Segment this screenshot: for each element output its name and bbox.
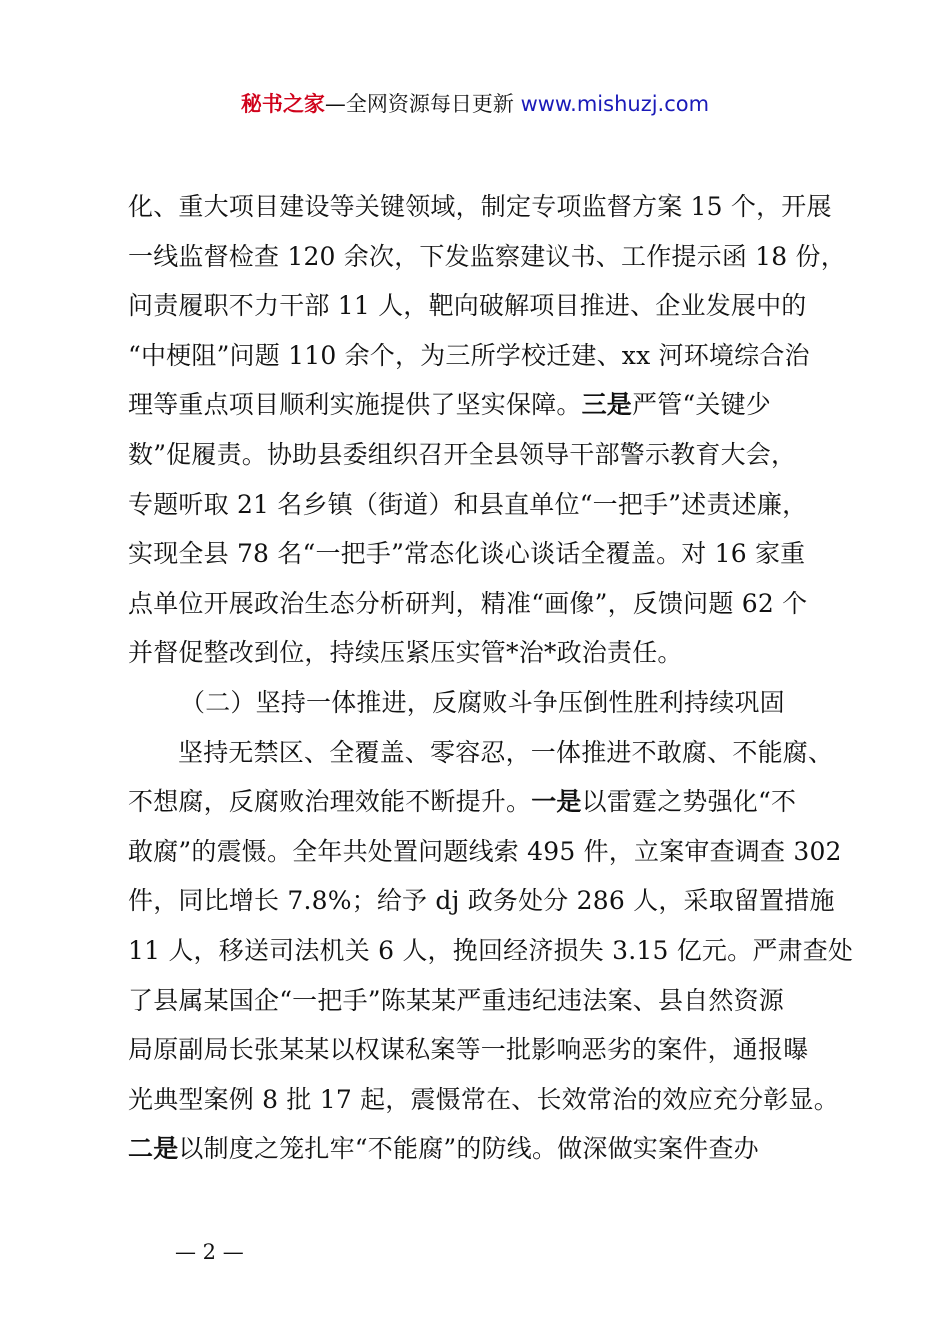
page-number: — 2 — (175, 1240, 244, 1264)
body-line: 一线监督检查 120 余次，下发监察建议书、工作提示函 18 份， (128, 241, 846, 271)
body-line: 光典型案例 8 批 17 起，震慑常在、长效常治的效应充分彰显。 (128, 1084, 839, 1114)
body-line (128, 380, 838, 430)
page-header (0, 88, 950, 120)
body-text-span: 严管“关键少 (632, 390, 771, 420)
body-text-span: 以制度之笼扎牢“不能腐”的防线。做深做实案件查办 (178, 1134, 759, 1164)
body-line: 点单位开展政治生态分析研判，精准“画像”，反馈问题 62 个 (128, 588, 808, 618)
body-line: 敢腐”的震慑。全年共处置问题线索 495 件，立案审查调查 302 (128, 836, 842, 866)
body-line (128, 777, 838, 827)
bold-marker-three: 三是 (581, 390, 633, 420)
body-line: 11 人，移送司法机关 6 人，挽回经济损失 3.15 亿元。严肃查处 (128, 935, 854, 965)
body-line: 件，同比增长 7.8%；给予 dj 政务处分 286 人，采取留置措施 (128, 886, 835, 916)
bold-marker-one: 一是 (531, 787, 582, 817)
brand-name: 秘书之家 (240, 92, 325, 116)
header-tagline: —全网资源每日更新 (324, 92, 514, 116)
body-text-span: 以雷霆之势强化“不 (581, 787, 797, 817)
body-text-span: 理等重点项目顺利实施提供了坚实保障。 (128, 390, 582, 420)
bold-marker-two: 二是 (128, 1134, 179, 1164)
body-line: 了县属某国企“一把手”陈某某严重违纪违法案、县自然资源 (128, 985, 784, 1015)
body-line: 数”促履责。协助县委组织召开全县领导干部警示教育大会， (128, 439, 797, 469)
body-line: 坚持无禁区、全覆盖、零容忍，一体推进不敢腐、不能腐、 (178, 737, 834, 767)
body-line: “中梗阻”问题 110 余个，为三所学校迁建、xx 河环境综合治 (128, 340, 810, 370)
body-line: 实现全县 78 名“一把手”常态化谈心谈话全覆盖。对 16 家重 (128, 539, 806, 569)
site-url-link[interactable]: www.mishuzj.com (520, 92, 710, 116)
body-line: 局原副局长张某某以权谋私案等一批影响恶劣的案件，通报曝 (128, 1035, 809, 1065)
body-line (128, 1124, 838, 1174)
document-body (128, 182, 854, 1174)
body-line: 化、重大项目建设等关键领域，制定专项监督方案 15 个，开展 (128, 192, 832, 221)
body-line: 专题听取 21 名乡镇（街道）和县直单位“一把手”述责述廉， (128, 489, 808, 519)
body-line: 并督促整改到位，持续压紧压实管*治*政治责任。 (128, 638, 683, 668)
body-line: 问责履职不力干部 11 人，靶向破解项目推进、企业发展中的 (128, 291, 807, 321)
body-text-span: 不想腐，反腐败治理效能不断提升。 (128, 787, 532, 817)
section-heading: （二）坚持一体推进，反腐败斗争压倒性胜利持续巩固 (180, 687, 785, 717)
